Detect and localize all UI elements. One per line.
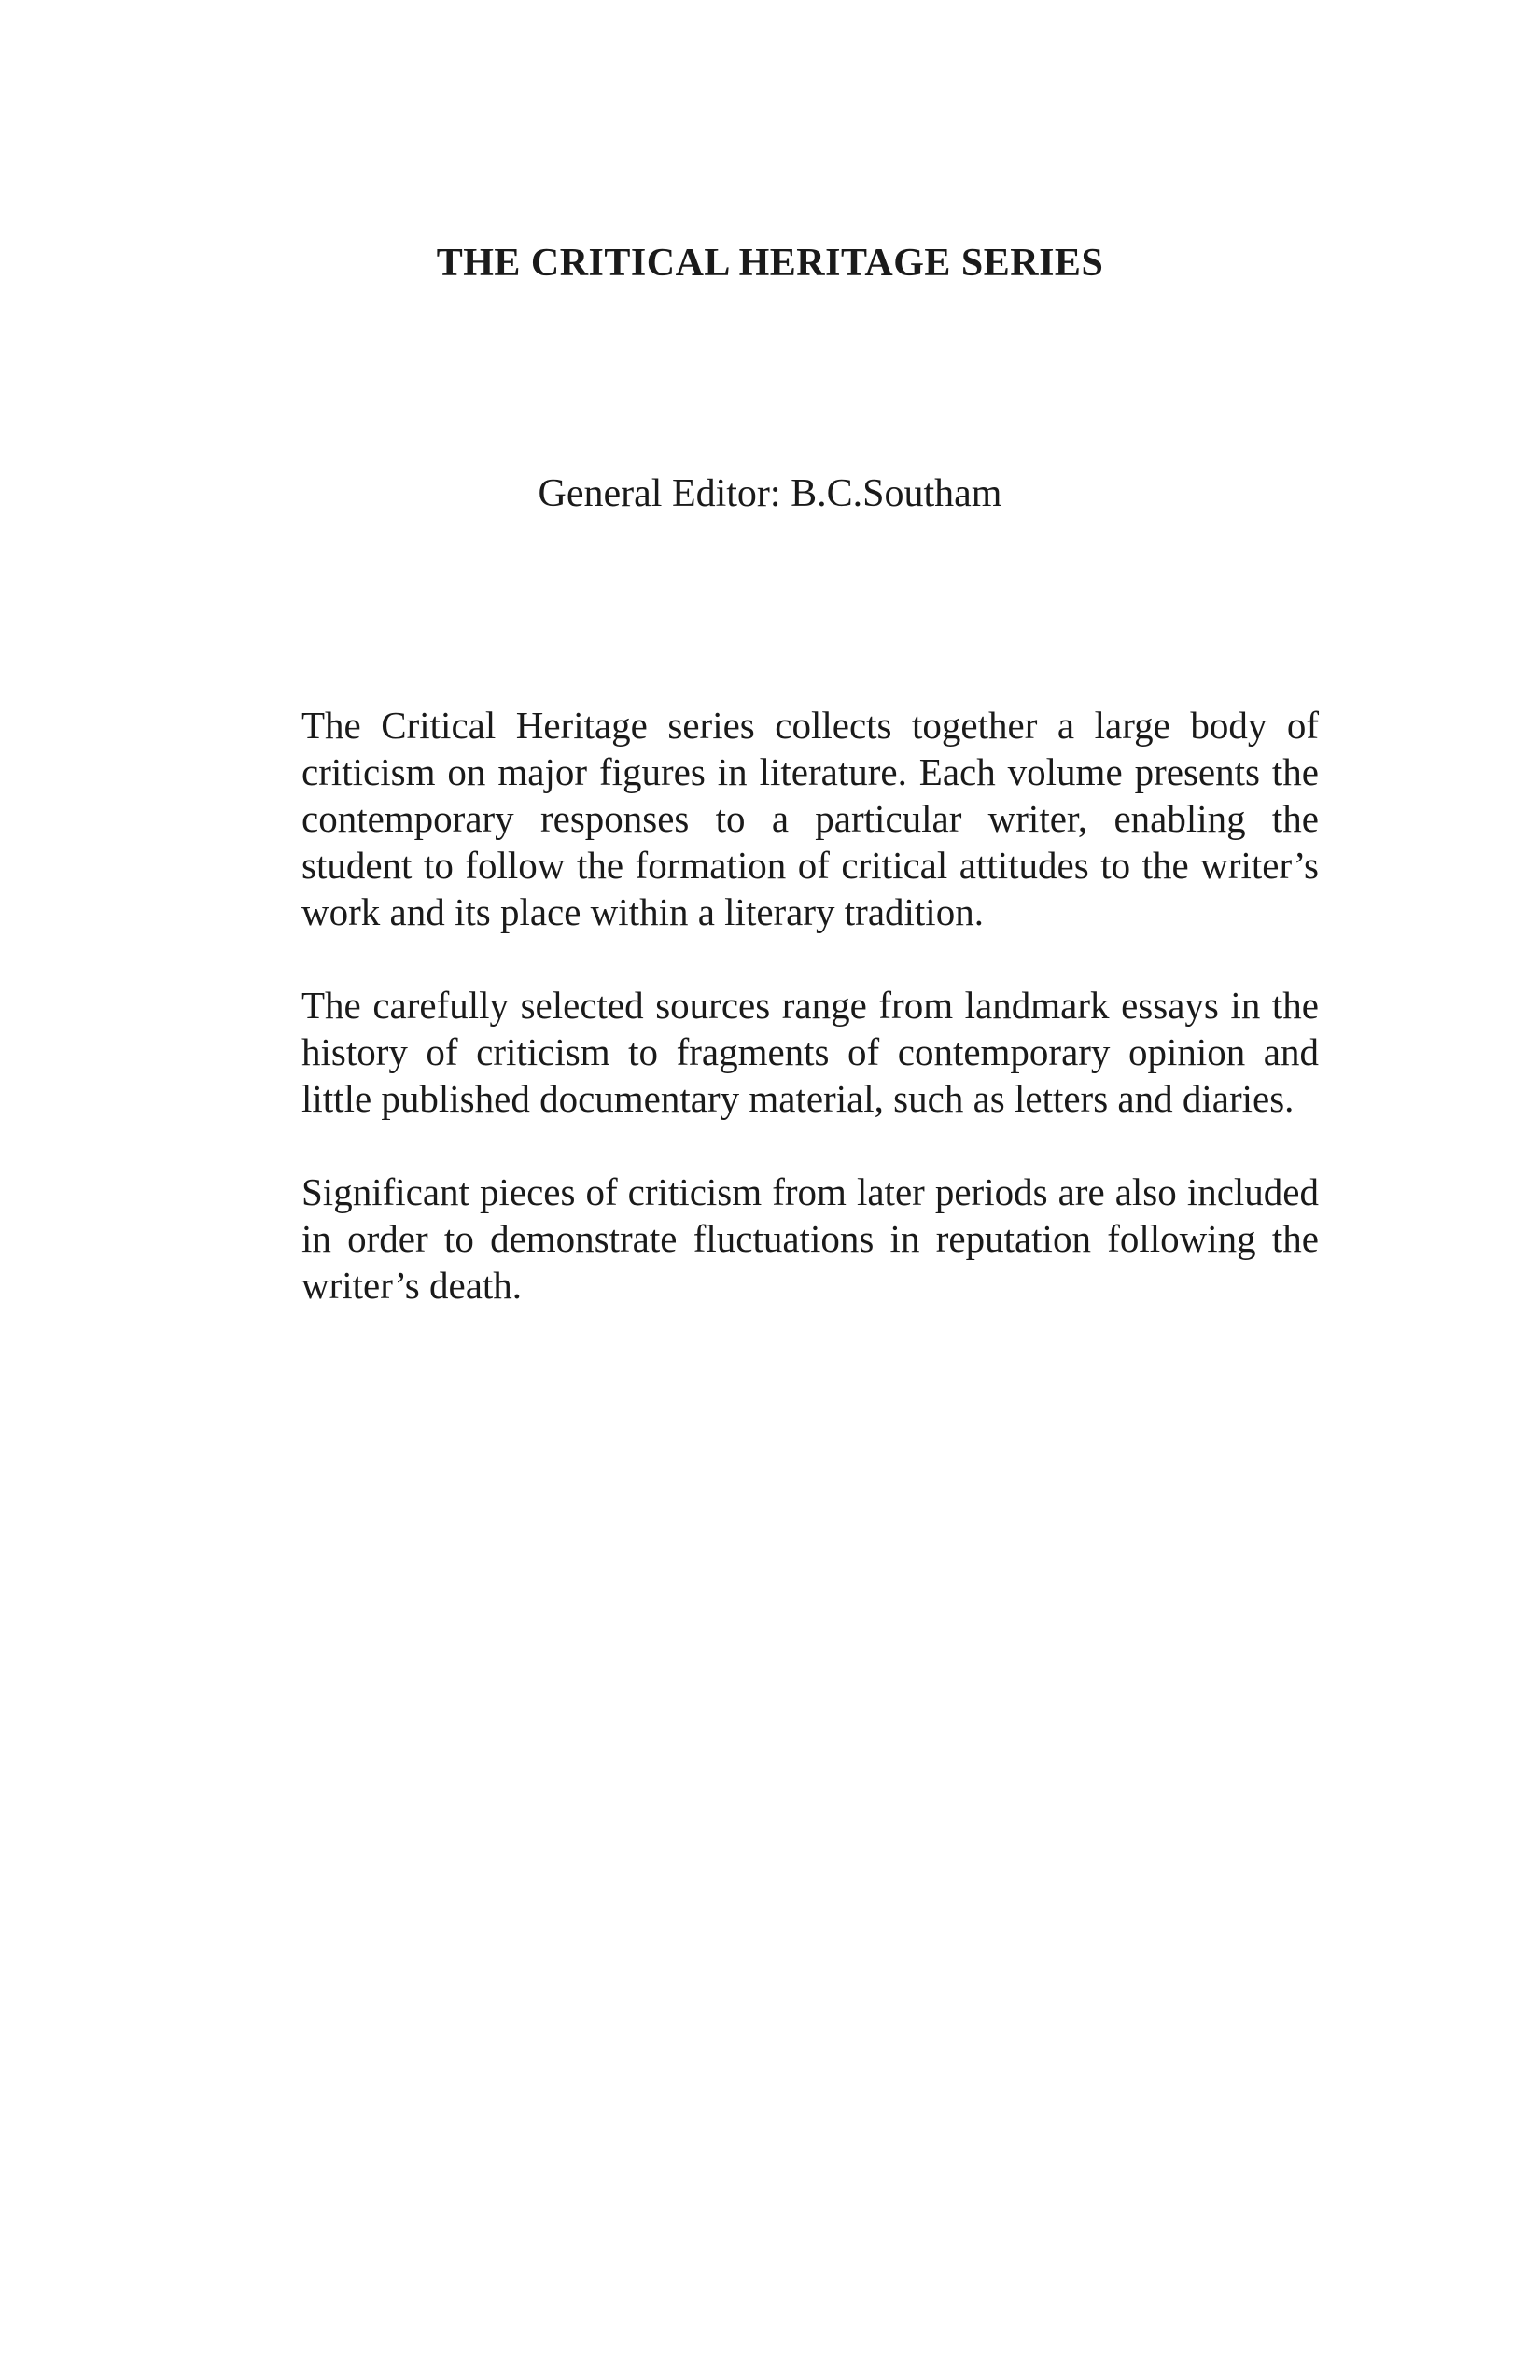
- series-description: [301, 702, 1319, 1355]
- description-paragraph-1: The Critical Heritage series collects together a large body of criticism on major figures in literature. Each volume presents the contemporary responses to a particular writer, enabling the student to follow the formation of critical attitudes to the writer’s work and its place within a literary tradition.: [301, 704, 1319, 933]
- general-editor-line: General Editor: B.C.Southam: [538, 472, 1002, 515]
- description-paragraph-2: The carefully selected sources range from landmark essays in the history of criticism to fragments of contemporary opinion and little published documentary material, such as letters and diaries.: [301, 984, 1319, 1120]
- description-paragraph-3: Significant pieces of criticism from later periods are also included in order to demonstrate fluctuations in reputation following the writer’s death.: [301, 1170, 1319, 1307]
- series-title: THE CRITICAL HERITAGE SERIES: [436, 242, 1104, 285]
